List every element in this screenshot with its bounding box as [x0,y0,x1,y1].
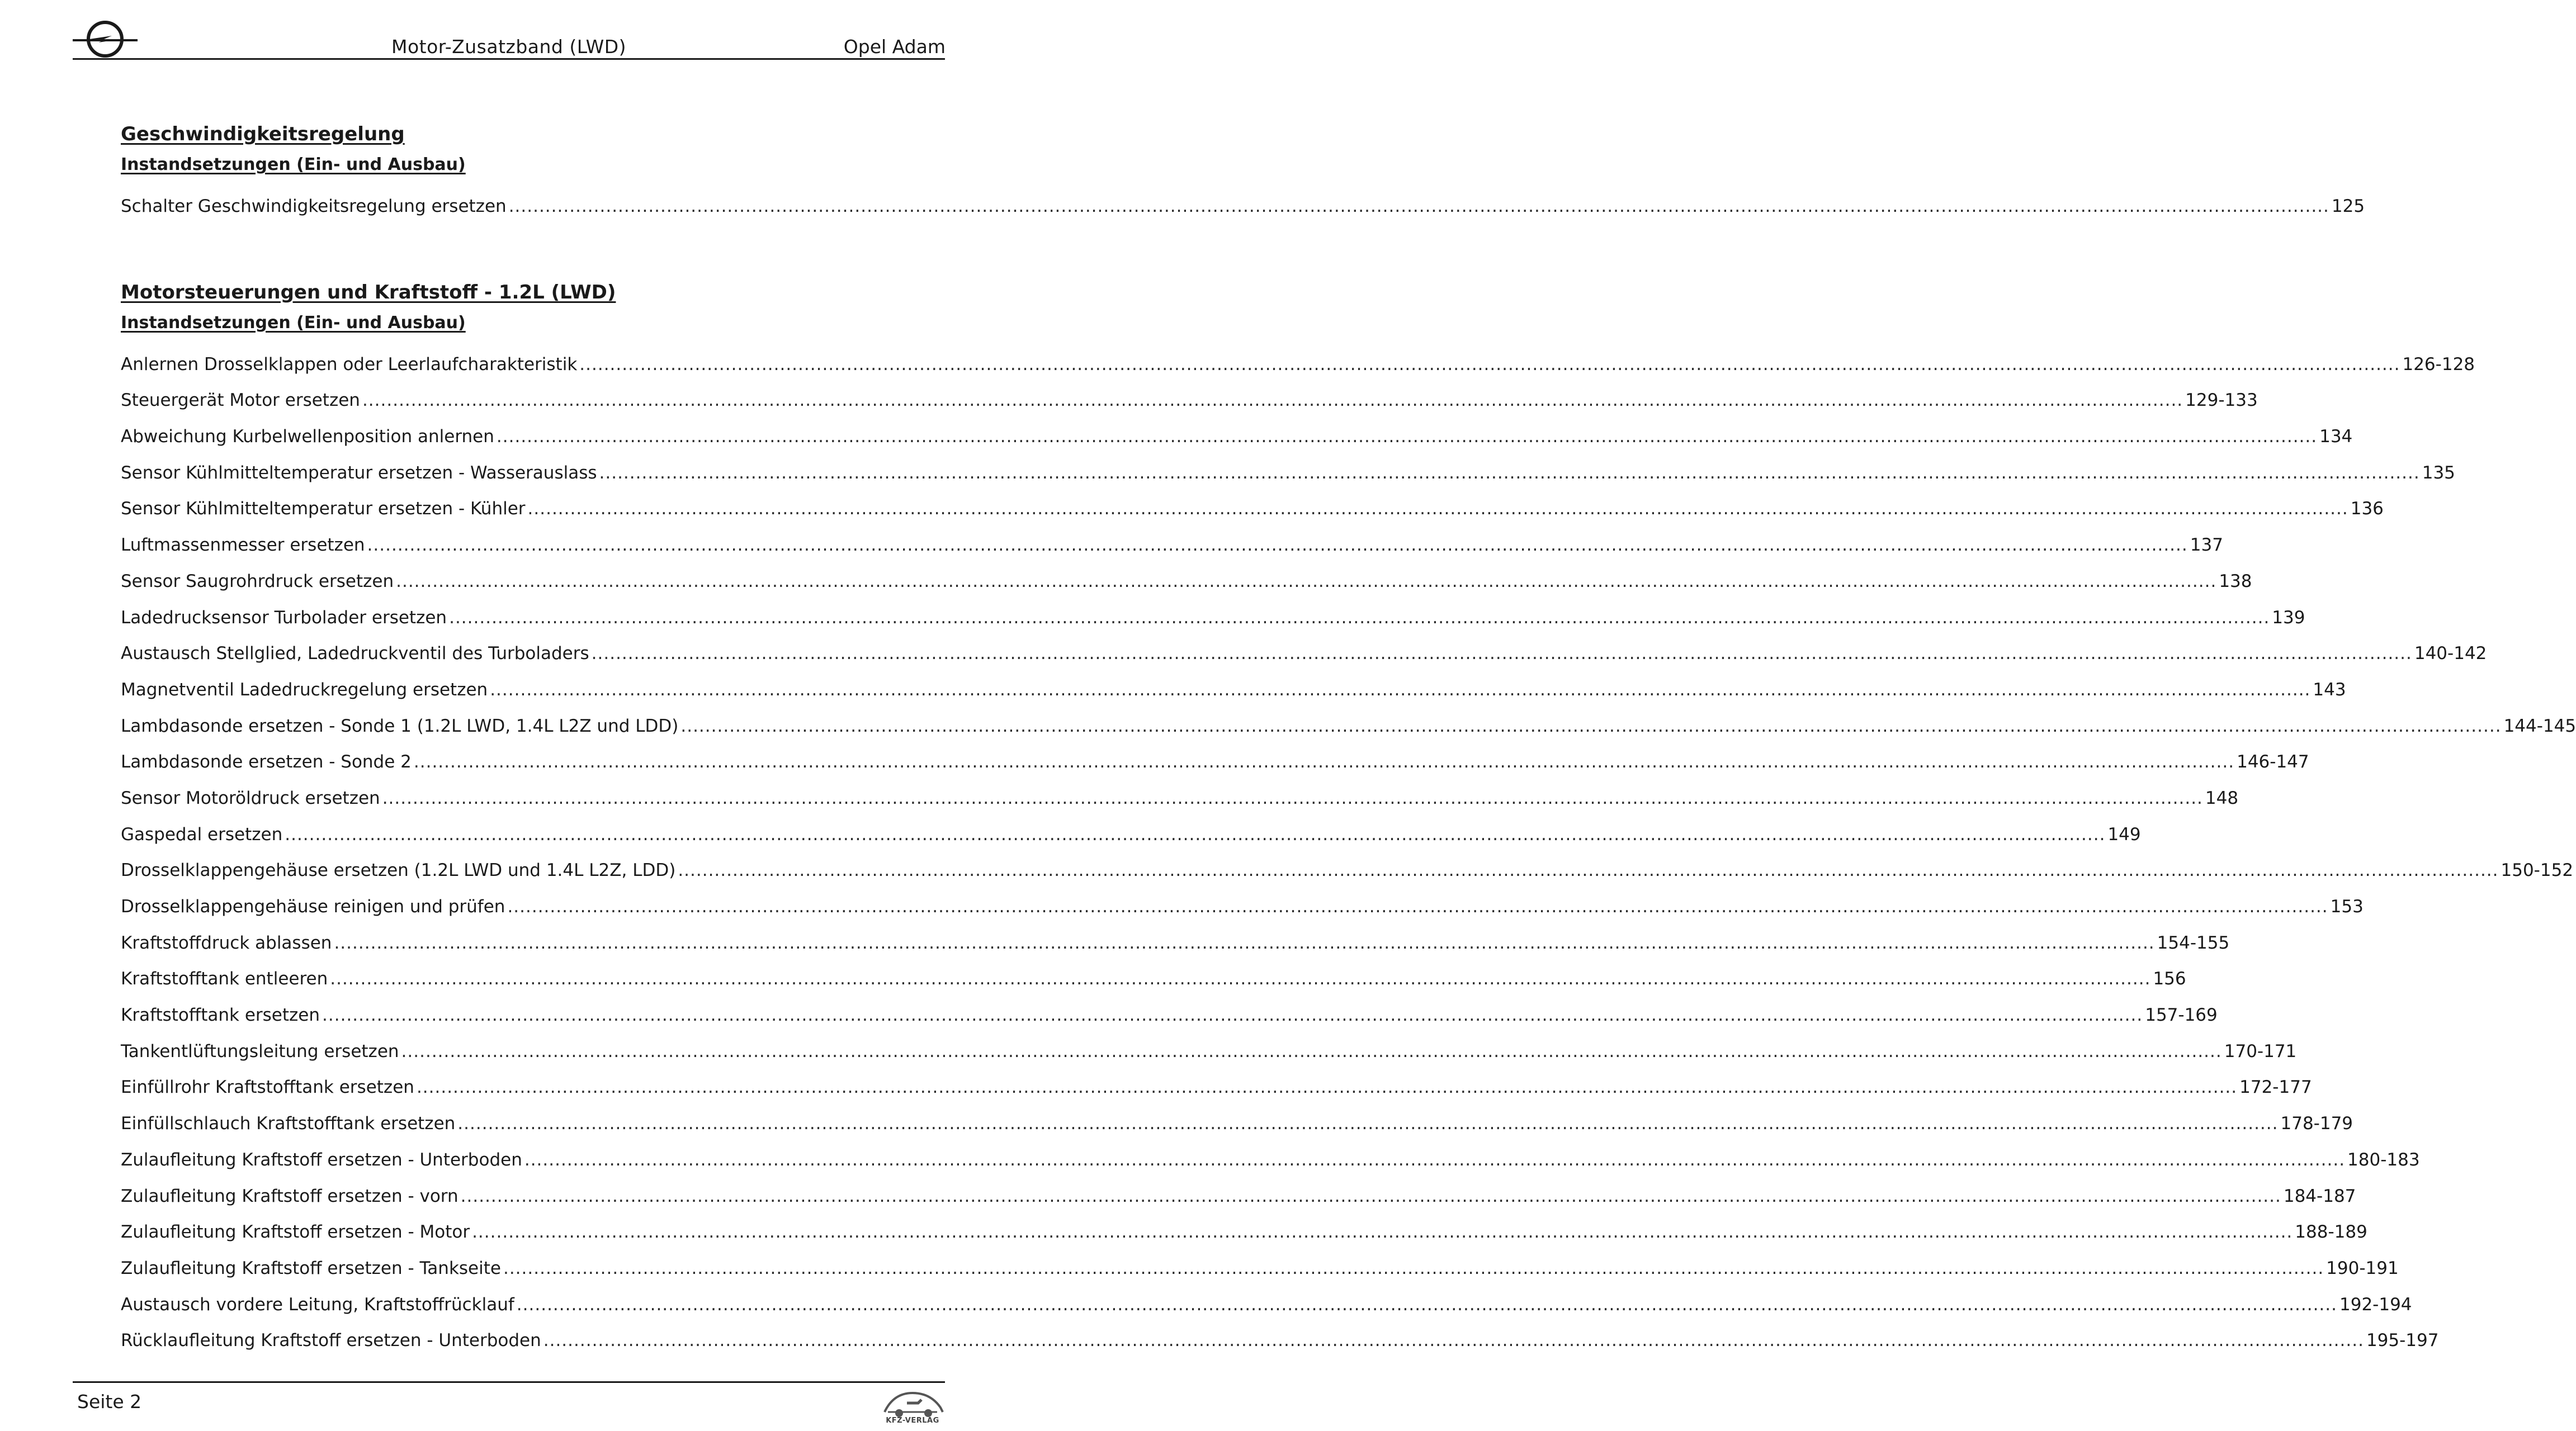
toc-leader-dots: ............................................................................................................................................................................................................................................................................................................ [285,824,2106,845]
toc-entry-page: 188-189 [2295,1222,2367,1243]
toc-entry-title: Lambdasonde ersetzen - Sonde 1 (1.2L LWD, 1.4L L2Z und LDD) [121,716,679,736]
toc-leader-dots: ............................................................................................................................................................................................................................................................................................................ [543,1330,2364,1351]
toc-entry-page: 143 [2313,679,2346,700]
opel-logo-icon [73,17,138,61]
toc-leader-dots: ............................................................................................................................................................................................................................................................................................................ [322,1005,2143,1026]
toc-entry-page: 136 [2350,499,2384,519]
section-title: Geschwindigkeitsregelung [121,123,405,145]
toc-entry [121,491,2384,527]
toc-entry [121,382,2258,419]
toc-entry-page: 172-177 [2239,1077,2312,1098]
toc-leader-dots: ............................................................................................................................................................................................................................................................................................................ [330,969,2151,989]
toc-entry-page: 144-145 [2503,716,2576,736]
toc-leader-dots: ............................................................................................................................................................................................................................................................................................................ [591,643,2412,664]
table-of-contents [121,120,2576,1359]
toc-entry [121,1106,2353,1142]
toc-entry-page: 170-171 [2224,1041,2297,1062]
toc-leader-dots: ............................................................................................................................................................................................................................................................................................................ [680,716,2502,736]
toc-leader-dots: ............................................................................................................................................................................................................................................................................................................ [516,1294,2337,1315]
toc-leader-dots: ............................................................................................................................................................................................................................................................................................................ [524,1149,2346,1170]
toc-section [121,120,2365,225]
toc-leader-dots: ............................................................................................................................................................................................................................................................................................................ [362,390,2183,411]
toc-entry-title: Kraftstoffdruck ablassen [121,932,332,953]
toc-entry-page: 150-152 [2501,860,2574,881]
toc-entry-title: Drosselklappengehäuse reinigen und prüfen [121,897,505,917]
toc-entry-title: Sensor Kühlmitteltemperatur ersetzen - Kühler [121,499,526,519]
toc-entry [121,527,2223,563]
publisher-name: KFZ-VERLAG [886,1416,939,1425]
toc-entry [121,419,2353,455]
footer-divider [73,1381,945,1383]
toc-entry-page: 139 [2272,607,2305,628]
toc-entry-list [121,188,2365,225]
toc-leader-dots: ............................................................................................................................................................................................................................................................................................................ [396,571,2217,591]
toc-leader-dots: ............................................................................................................................................................................................................................................................................................................ [508,196,2329,216]
toc-entry-title: Steuergerät Motor ersetzen [121,390,360,411]
section-title: Motorsteuerungen und Kraftstoff - 1.2L (LWD) [121,281,616,304]
toc-entry-title: Abweichung Kurbelwellenposition anlernen [121,427,494,447]
section-subtitle: Instandsetzungen (Ein- und Ausbau) [121,155,466,174]
toc-entry-title: Zulaufleitung Kraftstoff ersetzen - Tankseite [121,1258,501,1278]
toc-entry-title: Sensor Kühlmitteltemperatur ersetzen - Wasserauslass [121,462,597,483]
toc-entry-page: 129-133 [2185,390,2258,411]
toc-entry-title: Tankentlüftungsleitung ersetzen [121,1041,399,1062]
toc-leader-dots: ............................................................................................................................................................................................................................................................................................................ [382,788,2203,808]
toc-leader-dots: ............................................................................................................................................................................................................................................................................................................ [460,1186,2281,1206]
toc-entry-page: 146-147 [2237,752,2309,773]
toc-entry-page: 192-194 [2339,1294,2412,1315]
toc-entry [121,1142,2420,1178]
toc-entry [121,961,2186,997]
toc-entry-page: 178-179 [2280,1113,2353,1134]
toc-entry [121,347,2475,383]
toc-entry [121,780,2239,817]
toc-entry-title: Sensor Motoröldruck ersetzen [121,788,380,808]
toc-entry-title: Drosselklappengehäuse ersetzen (1.2L LWD und 1.4L L2Z, LDD) [121,860,676,881]
toc-section [121,278,2576,1359]
toc-entry-page: 140-142 [2414,643,2487,664]
toc-entry [121,852,2574,889]
toc-entry-title: Ladedrucksensor Turbolader ersetzen [121,607,447,628]
toc-entry [121,1178,2356,1215]
toc-leader-dots: ............................................................................................................................................................................................................................................................................................................ [503,1258,2324,1278]
toc-entry [121,925,2230,961]
toc-entry-title: Zulaufleitung Kraftstoff ersetzen - Unterboden [121,1149,522,1170]
toc-leader-dots: ............................................................................................................................................................................................................................................................................................................ [507,897,2328,917]
toc-entry-title: Einfüllrohr Kraftstofftank ersetzen [121,1077,414,1098]
toc-entry-page: 154-155 [2157,932,2230,953]
toc-entry-list [121,347,2576,1359]
toc-leader-dots: ............................................................................................................................................................................................................................................................................................................ [472,1222,2293,1243]
toc-leader-dots: ............................................................................................................................................................................................................................................................................................................ [401,1041,2222,1062]
toc-entry [121,600,2305,636]
toc-leader-dots: ............................................................................................................................................................................................................................................................................................................ [599,462,2420,483]
toc-entry [121,708,2576,745]
toc-entry-title: Zulaufleitung Kraftstoff ersetzen - Motor [121,1222,470,1243]
toc-entry-page: 148 [2205,788,2239,808]
section-subtitle: Instandsetzungen (Ein- und Ausbau) [121,312,466,333]
toc-leader-dots: ............................................................................................................................................................................................................................................................................................................ [367,535,2188,556]
toc-entry-page: 190-191 [2326,1258,2399,1278]
toc-entry [121,672,2346,708]
toc-leader-dots: ............................................................................................................................................................................................................................................................................................................ [416,1077,2238,1098]
toc-entry [121,636,2487,672]
document-title: Motor-Zusatzband (LWD) [391,36,627,58]
toc-entry [121,1287,2412,1323]
page-number: Seite 2 [77,1391,142,1413]
toc-entry-title: Einfüllschlauch Kraftstofftank ersetzen [121,1113,456,1134]
header-divider [73,58,945,60]
toc-entry-page: 157-169 [2145,1005,2218,1026]
vehicle-model: Opel Adam [843,36,946,58]
toc-entry-page: 125 [2331,196,2365,216]
toc-entry-page: 195-197 [2366,1330,2439,1351]
toc-entry-title: Kraftstofftank ersetzen [121,1005,320,1026]
toc-entry-title: Austausch vordere Leitung, Kraftstoffrücklauf [121,1294,514,1315]
toc-entry-page: 135 [2422,462,2455,483]
toc-entry-title: Kraftstofftank entleeren [121,969,328,989]
toc-leader-dots: ............................................................................................................................................................................................................................................................................................................ [496,427,2318,447]
toc-entry-title: Gaspedal ersetzen [121,824,283,845]
toc-entry-title: Zulaufleitung Kraftstoff ersetzen - vorn [121,1186,459,1206]
toc-leader-dots: ............................................................................................................................................................................................................................................................................................................ [334,932,2155,953]
toc-entry [121,997,2218,1034]
toc-entry [121,817,2141,853]
toc-entry-title: Sensor Saugrohrdruck ersetzen [121,571,394,591]
toc-entry [121,744,2309,780]
toc-entry-title: Rücklaufleitung Kraftstoff ersetzen - Unterboden [121,1330,541,1351]
toc-entry-page: 156 [2153,969,2186,989]
toc-leader-dots: ............................................................................................................................................................................................................................................................................................................ [527,499,2348,519]
toc-entry [121,1034,2297,1070]
toc-entry-page: 184-187 [2283,1186,2356,1206]
toc-leader-dots: ............................................................................................................................................................................................................................................................................................................ [579,354,2400,375]
toc-leader-dots: ............................................................................................................................................................................................................................................................................................................ [449,607,2270,628]
toc-entry-title: Anlernen Drosselklappen oder Leerlaufcharakteristik [121,354,578,375]
toc-entry-page: 134 [2319,427,2353,447]
toc-entry-page: 126-128 [2402,354,2475,375]
toc-entry [121,889,2364,925]
toc-entry-page: 149 [2107,824,2141,845]
toc-entry-title: Luftmassenmesser ersetzen [121,535,365,556]
toc-entry-title: Austausch Stellglied, Ladedruckventil des Turboladers [121,643,589,664]
toc-entry-page: 153 [2330,897,2364,917]
toc-entry-page: 180-183 [2347,1149,2420,1170]
toc-entry [121,188,2365,225]
toc-entry-title: Schalter Geschwindigkeitsregelung ersetzen [121,196,507,216]
toc-entry [121,563,2252,600]
toc-entry [121,1069,2312,1106]
toc-entry [121,1214,2367,1250]
toc-entry [121,455,2455,491]
toc-entry [121,1323,2439,1359]
toc-leader-dots: ............................................................................................................................................................................................................................................................................................................ [678,860,2499,881]
toc-entry-title: Magnetventil Ladedruckregelung ersetzen [121,679,488,700]
toc-leader-dots: ............................................................................................................................................................................................................................................................................................................ [490,679,2311,700]
toc-leader-dots: ............................................................................................................................................................................................................................................................................................................ [457,1113,2279,1134]
toc-entry-page: 138 [2219,571,2252,591]
toc-entry-title: Lambdasonde ersetzen - Sonde 2 [121,752,412,773]
toc-leader-dots: ............................................................................................................................................................................................................................................................................................................ [413,752,2235,773]
toc-entry [121,1250,2399,1287]
toc-entry-page: 137 [2190,535,2223,556]
